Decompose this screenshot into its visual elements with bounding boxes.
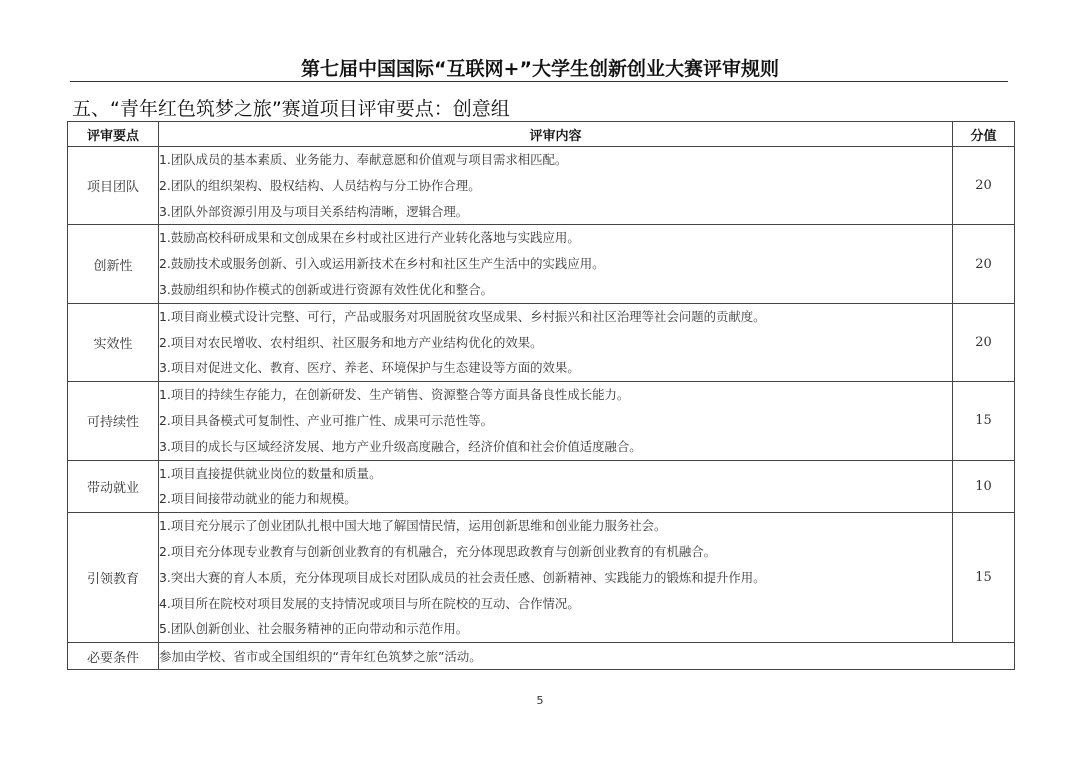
- review-point: 创新性: [68, 225, 159, 303]
- review-point: 引领教育: [68, 513, 159, 643]
- page-number: 5: [536, 694, 544, 707]
- table-row: [68, 303, 1015, 381]
- list-item: 1.项目的持续生存能力，在创新研发、生产销售、资源整合等方面具备良性成长能力。: [159, 387, 630, 403]
- list-item: 3.项目的成长与区域经济发展、地方产业升级高度融合，经济价值和社会价值适度融合。: [159, 438, 642, 454]
- requirement-label: 必要条件: [68, 643, 159, 670]
- list-item: 3.突出大赛的育人本质，充分体现项目成长对团队成员的社会责任感、创新精神、实践能力的锻炼和提升作用。: [159, 569, 766, 585]
- table-header-row: [68, 122, 1015, 147]
- list-item: 1.项目充分展示了创业团队扎根中国大地了解国情民情，运用创新思维和创业能力服务社会。: [159, 518, 667, 534]
- list-item: 3.团队外部资源引用及与项目关系结构清晰，逻辑合理。: [159, 203, 469, 219]
- header-score: 分值: [953, 122, 1015, 147]
- list-item: 1.项目直接提供就业岗位的数量和质量。: [159, 465, 382, 481]
- review-content: [159, 303, 953, 381]
- table-row: [68, 382, 1015, 460]
- list-item: 2.项目充分体现专业教育与创新创业教育的有机融合，充分体现思政教育与创新创业教育的有机融合。: [159, 543, 717, 559]
- list-item: 4.项目所在院校对项目发展的支持情况或项目与所在院校的互动、合作情况。: [159, 595, 580, 611]
- list-item: 2.项目间接带动就业的能力和规模。: [159, 491, 357, 507]
- list-item: 3.鼓励组织和协作模式的创新或进行资源有效性优化和整合。: [159, 281, 493, 297]
- table-row: [68, 513, 1015, 643]
- list-item: 1.项目商业模式设计完整、可行，产品或服务对巩固脱贫攻坚成果、乡村振兴和社区治理等社会问题的贡献度。: [159, 308, 766, 324]
- review-content: [159, 225, 953, 303]
- list-item: 1.团队成员的基本素质、业务能力、奉献意愿和价值观与项目需求相匹配。: [159, 152, 568, 167]
- table-row: [68, 147, 1015, 225]
- review-point: 实效性: [68, 303, 159, 381]
- score-value: 20: [953, 147, 1015, 225]
- title-rule: [70, 81, 1008, 82]
- review-content: [159, 513, 953, 643]
- review-point: 带动就业: [68, 460, 159, 513]
- score-value: 15: [953, 382, 1015, 460]
- list-item: 1.鼓励高校科研成果和文创成果在乡村或社区进行产业转化落地与实践应用。: [159, 230, 580, 246]
- list-item: 2.鼓励技术或服务创新、引入或运用新技术在乡村和社区生产生活中的实践应用。: [159, 256, 605, 272]
- review-content: [159, 382, 953, 460]
- list-item: 5.团队创新创业、社会服务精神的正向带动和示范作用。: [159, 621, 469, 637]
- header-review-point: 评审要点: [68, 122, 159, 147]
- review-rules-table: [67, 121, 1015, 670]
- score-value: 20: [953, 225, 1015, 303]
- table-row: [68, 225, 1015, 303]
- requirement-row: [68, 643, 1015, 670]
- section-heading: 五、“青年红色筑梦之旅”赛道项目评审要点：创意组: [72, 98, 510, 120]
- score-value: 20: [953, 303, 1015, 381]
- review-point: 可持续性: [68, 382, 159, 460]
- list-item: 2.团队的组织架构、股权结构、人员结构与分工协作合理。: [159, 177, 481, 193]
- requirement-text: 参加由学校、省市或全国组织的“青年红色筑梦之旅”活动。: [159, 643, 1015, 670]
- list-item: 2.项目具备模式可复制性、产业可推广性、成果可示范性等。: [159, 412, 493, 428]
- document-title: 第七届中国国际“互联网+”大学生创新创业大赛评审规则: [301, 58, 779, 80]
- table-row: [68, 460, 1015, 513]
- list-item: 2.项目对农民增收、农村组织、社区服务和地方产业结构优化的效果。: [159, 334, 543, 350]
- review-content: [159, 147, 953, 225]
- score-value: 15: [953, 513, 1015, 643]
- header-review-content: 评审内容: [159, 122, 953, 147]
- score-value: 10: [953, 460, 1015, 513]
- list-item: 3.项目对促进文化、教育、医疗、养老、环境保护与生态建设等方面的效果。: [159, 360, 580, 376]
- review-content: [159, 460, 953, 513]
- review-point: 项目团队: [68, 147, 159, 225]
